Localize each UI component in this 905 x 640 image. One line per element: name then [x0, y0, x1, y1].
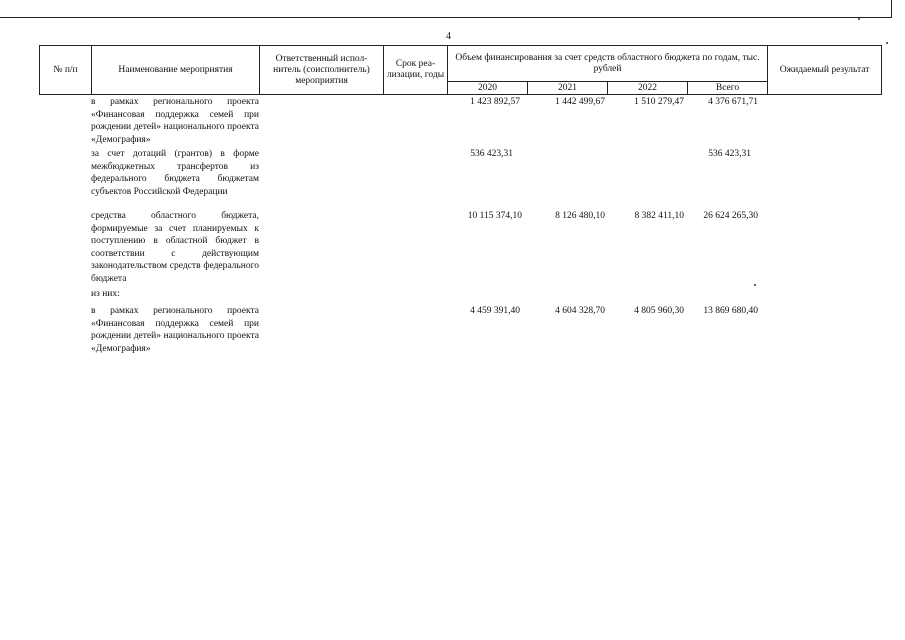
header-year-2020: 2020 — [448, 82, 528, 95]
header-no: № п/п — [40, 46, 92, 95]
row-name: средства областного бюджета, формируемые за счет планируемых к поступлению в областной бюджет в соответствии с действующим законодательством средств федерального бюджета — [91, 211, 259, 284]
row-value-2020: 1 423 892,57 — [470, 97, 520, 107]
scan-speck — [886, 42, 888, 44]
page-number: 4 — [446, 31, 451, 42]
header-result: Ожидаемый результат — [768, 46, 882, 95]
row-value-2022: 1 510 279,47 — [634, 97, 684, 107]
row-value-2021: 8 126 480,10 — [555, 211, 605, 221]
header-responsible: Ответственный испол-нитель (соисполнитель) мероприятия — [260, 46, 384, 95]
header-year-2022: 2022 — [608, 82, 688, 95]
header-finance: Объем финансирования за счет средств областного бюджета по годам, тыс. рублей — [448, 46, 768, 82]
row-value-total: 4 376 671,71 — [708, 97, 758, 107]
header-name: Наименование мероприятия — [92, 46, 260, 95]
table-header — [39, 45, 882, 95]
header-total: Всего — [688, 82, 768, 95]
row-value-2020: 4 459 391,40 — [470, 306, 520, 316]
row-value-2022: 8 382 411,10 — [634, 211, 684, 221]
row-value-total: 26 624 265,30 — [703, 211, 758, 221]
row-value-total: 13 869 680,40 — [703, 306, 758, 316]
scan-speck — [858, 18, 860, 20]
header-term: Срок реа-лизации, годы — [384, 46, 448, 95]
row-name: в рамках регионального проекта «Финансовая поддержка семей при рождении детей» национального проекта «Демография» — [91, 306, 259, 354]
header-year-2021: 2021 — [528, 82, 608, 95]
top-right-tick — [891, 0, 892, 18]
row-name: за счет дотаций (грантов) в форме межбюджетных трансфертов из федерального бюджета бюджетам субъектов Российской Федерации — [91, 149, 259, 197]
row-name: в рамках регионального проекта «Финансовая поддержка семей при рождении детей» национального проекта «Демография» — [91, 97, 259, 145]
row-value-2020: 10 115 374,10 — [467, 211, 522, 221]
row-name: из них: — [91, 289, 120, 299]
row-value-total: 536 423,31 — [708, 149, 751, 159]
row-value-2021: 1 442 499,67 — [555, 97, 605, 107]
row-value-2022: 4 805 960,30 — [634, 306, 684, 316]
row-value-2020: 536 423,31 — [470, 149, 513, 159]
top-border-line — [0, 17, 892, 18]
row-value-2021: 4 604 328,70 — [555, 306, 605, 316]
scan-speck — [754, 284, 756, 286]
